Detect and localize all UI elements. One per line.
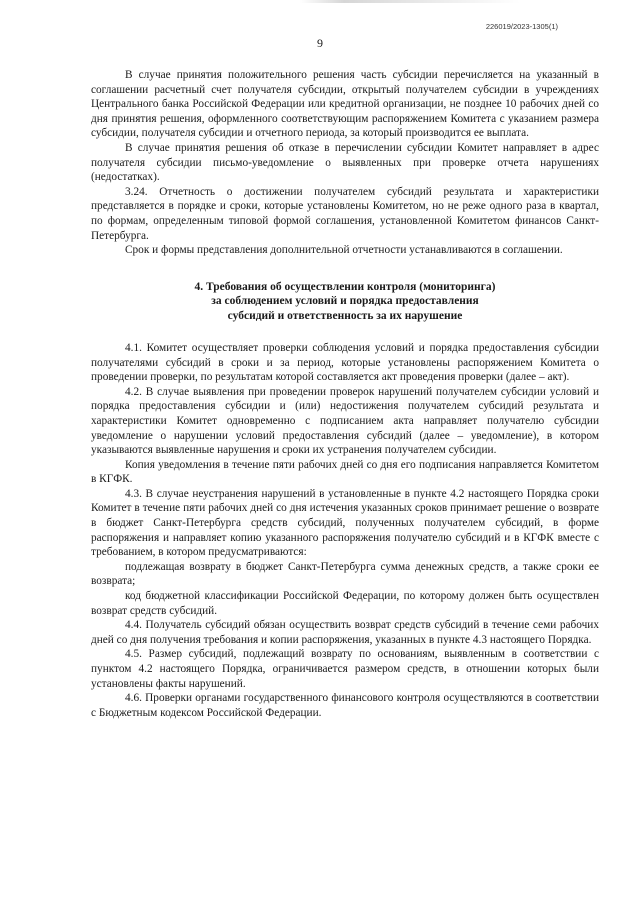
paragraph: 4.3. В случае неустранения нарушений в установленные в пункте 4.2 настоящего Порядка сроки Комитет в течение пяти рабочих дней со дня истечения указанных сроков принимает решение о возврате в бюджет Санкт-Петербурга средств субсидий, полученных получателем субсидий, в форме распоряжения и направляет копию указанного распоряжения получателю субсидий и в КГФК вместе с требованием, в котором предусматриваются: xyxy=(91,487,599,559)
paragraph: 4.6. Проверки органами государственного финансового контроля осуществляются в соответствии с Бюджетным кодексом Российской Федерации. xyxy=(91,692,599,719)
paragraph: 3.24. Отчетность о достижении получателем субсидий результата и характеристики представляется в порядке и сроки, которые установлены Комитетом, но не реже одного раза в квартал, по формам, определенным типовой формой соглашения, установленной Комитетом финансов Санкт-Петербурга. xyxy=(91,185,599,242)
document-body xyxy=(91,68,599,720)
paragraph: 4.5. Размер субсидий, подлежащий возврату по основаниям, выявленным в соответствии с пунктом 4.2 настоящего Порядка, ограничивается размером средств, в отношении которых были установлены факты нарушений. xyxy=(91,648,599,690)
section-heading-line: 4. Требования об осуществлении контроля (мониторинга) xyxy=(194,280,496,293)
page-number: 9 xyxy=(317,36,323,50)
paragraph: 4.1. Комитет осуществляет проверки соблюдения условий и порядка предоставления субсидии получателями субсидий в сроки и за период, которые установлены распоряжением Комитета о проведении проверки, по результатам которой составляется акт проведения проверки (далее – акт). xyxy=(91,341,599,384)
scan-edge-artifact xyxy=(300,0,520,3)
paragraph: 4.4. Получатель субсидий обязан осуществить возврат средств субсидий в течение семи рабочих дней со дня получения требования и копии распоряжения, указанных в пункте 4.3 настоящего Порядка. xyxy=(91,619,599,646)
paragraph: Копия уведомления в течение пяти рабочих дней со дня его подписания направляется Комитетом в КГФК. xyxy=(91,458,599,486)
paragraph: код бюджетной классификации Российской Федерации, по которому должен быть осуществлен возврат средств субсидий. xyxy=(91,590,599,617)
paragraph: В случае принятия решения об отказе в перечислении субсидии Комитет направляет в адрес получателя субсидии письмо-уведомление о выявленных при проверке отчета нарушениях (недостатках). xyxy=(91,141,599,184)
paragraph: подлежащая возврату в бюджет Санкт-Петербурга сумма денежных средств, а также сроки ее возврата; xyxy=(91,560,599,588)
paragraph: В случае принятия положительного решения часть субсидии перечисляется на указанный в соглашении расчетный счет получателя субсидии, открытый получателем субсидии в учреждениях Центрального банка Российской Федерации или кредитной организации, не позднее 10 рабочих дней со дня принятия решения, оформленного соответствующим распоряжением Комитета с указанием размера субсидии, получателя субсидии и отчетного периода, за который производится ее выплата. xyxy=(91,69,599,140)
paragraph: Срок и формы представления дополнительной отчетности устанавливаются в соглашении. xyxy=(125,244,563,257)
section-heading xyxy=(91,280,599,323)
paragraph: 4.2. В случае выявления при проведении проверок нарушений получателем субсидии условий и порядка предоставления субсидии и (или) недостижения получателем субсидий результата и характеристики Комитет одновременно с подписанием акта направляет получателю субсидии уведомление о нарушении условий предоставления субсидий (далее – уведомление), в котором указываются выявленные нарушения и сроки их устранения получателем субсидии. xyxy=(91,385,599,457)
section-heading-line: за соблюдением условий и порядка предоставления xyxy=(211,295,479,308)
section-heading-line: субсидий и ответственность за их нарушение xyxy=(227,309,463,322)
document-id: 226019/2023-1305(1) xyxy=(485,22,558,31)
